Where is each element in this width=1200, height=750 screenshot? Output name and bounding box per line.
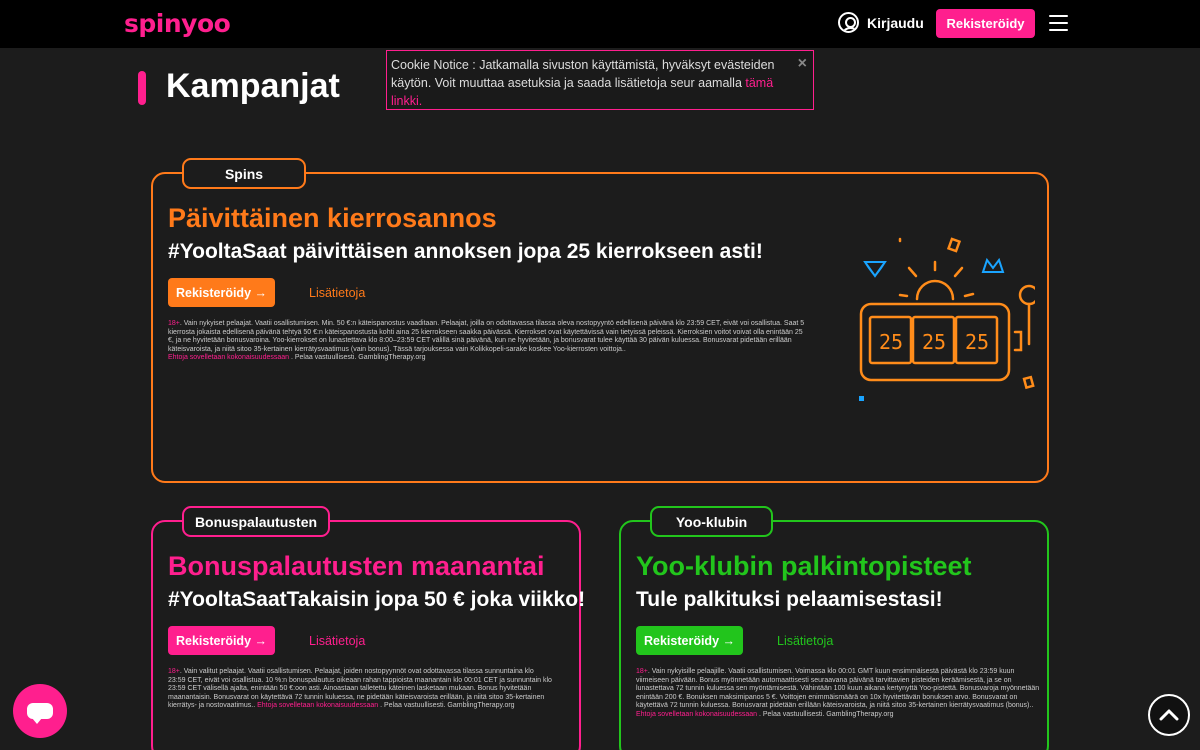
spinyoo-logo[interactable]: spinyoo: [124, 9, 231, 38]
user-icon: [838, 12, 859, 33]
promo-more-info-link[interactable]: Lisätietoja: [777, 634, 834, 648]
promo-tag-cashback: Bonuspalautusten: [182, 506, 330, 537]
register-button[interactable]: Rekisteröidy: [936, 9, 1035, 38]
slot-machine-illustration: [855, 232, 1035, 407]
promo-title: Yoo-klubin palkintopisteet: [636, 551, 972, 581]
title-accent-bar: [138, 71, 146, 105]
promo-terms: [636, 668, 1041, 720]
scroll-to-top-button[interactable]: [1148, 694, 1190, 736]
close-icon[interactable]: ×: [797, 55, 807, 72]
promo-card-cashback: [151, 513, 586, 750]
promo-title: Bonuspalautusten maanantai: [168, 551, 545, 581]
age-badge: 18+: [168, 320, 180, 327]
promo-tag-spins: Spins: [182, 158, 306, 189]
cookie-notice: [386, 50, 814, 110]
age-badge: 18+: [636, 668, 648, 675]
promo-register-button[interactable]: Rekisteröidy →: [636, 626, 743, 655]
promo-subtitle: #YooltaSaatTakaisin jopa 50 € joka viikko!: [168, 588, 586, 611]
login-label: Kirjaudu: [867, 14, 924, 31]
top-header: [0, 0, 1200, 48]
promo-more-info-link[interactable]: Lisätietoja: [309, 286, 366, 300]
terms-link[interactable]: Ehtoja sovelletaan kokonaisuudessaan: [168, 354, 290, 362]
reel-number: 25: [878, 330, 904, 354]
terms-link[interactable]: Ehtoja sovelletaan kokonaisuudessaan: [257, 702, 379, 710]
promo-subtitle: Tule palkituksi pelaamisestasi!: [636, 588, 943, 611]
promo-title: Päivittäinen kierrosannos: [168, 203, 497, 233]
reel-number: 25: [964, 330, 990, 354]
terms-text: . Vain nykyiset pelaajat. Vaatii osallistumisen. Min. 50 €:n käteispanostus vaaditaan. Pelaajat, joilla on odottavassa tilassa oleva nostopyyntö edellisenä päivänä klo 23:59 CET, eivät voi osallistua. Saat 5 kierrosta jokaista edellisenä päivänä tehtyä 50 €:n käteispanostusta kohti aina 25 kierrokseen saakka päivässä. Kierrokset ovat käytettävissä vain tietyissä peleissä. Kierroksien voitot voivat olla enintään 25 €, ja ne hyvitetään bonusvaroina. Yoo-kierrokset on lunastettava klo 8:00–23:59 CET välillä sinä päivänä, kun ne hyvitetään, ja bonusvarat tulee käyttää 30 päivän kuluessa. Bonusvarat pidetään erillään käteisvaroista, ja niitä sitoo 35-kertainen kierrätysvaatimus (vain bonus). Tässä tarjouksessa vain Kolikkopeli-sarake koskee Yoo-kierrosten voittoja..: [168, 320, 805, 353]
promo-card-spins: [151, 165, 1049, 483]
page-title: Kampanjat: [166, 67, 340, 105]
promo-register-button[interactable]: Rekisteröidy →: [168, 626, 275, 655]
promo-terms: [168, 320, 808, 363]
terms-text: . Vain nykyisille pelaajille. Vaatii osallistumisen. Voimassa klo 00:01 GMT kuun ensimmäisestä päivästä klo 23:59 kuun viimeiseen päivään. Bonus myönnetään automaattisesti seuraavana päivänä tarvittavien pisteiden keräämisestä, ja se on lunastettava 72 tunnin kuluessa sen myöntämisestä. Vähintään 100 kuun aikana kertynyttä Yoo-pistettä. Bonusvaroja myönnetään enintään 200 €. Bonuksen maksimipanos 5 €. Voittojen enimmäismäärä on 10x hyvitettävän bonuksen arvo. Bonusvarat on käytettävä 72 tunnin kuluessa. Bonusvarat pidetään erillään käteisvaroista, ja niitä sitoo 35-kertainen kierrätysvaatimus (bonus)..: [636, 668, 1040, 710]
promo-card-yoo-club: [619, 513, 1049, 750]
promo-terms: [168, 668, 553, 711]
terms-tail: . Pelaa vastuullisesti. GamblingTherapy.org: [757, 710, 894, 718]
chevron-up-icon: [1159, 708, 1179, 722]
promo-register-button[interactable]: Rekisteröidy →: [168, 278, 275, 307]
promo-more-info-link[interactable]: Lisätietoja: [309, 634, 366, 648]
chat-button[interactable]: [13, 684, 67, 738]
age-badge: 18+: [168, 668, 180, 675]
promo-tag-yoo-club: Yoo-klubin: [650, 506, 773, 537]
cookie-link[interactable]: tämä linkki.: [391, 76, 774, 108]
login-link[interactable]: [838, 12, 924, 33]
promo-subtitle: #YooltaSaat päivittäisen annoksen jopa 25 kierrokseen asti!: [168, 240, 763, 263]
terms-text: . Vain valitut pelaajat. Vaatii osallistumisen. Pelaajat, joiden nostopyynnöt ovat odottavassa tilassa sunnuntaina klo 23:59 CET, eivät voi osallistua. 10 %:n bonuspalautus oikeaan rahan tappioista maanantain klo 00:01 CET ja sunnuntain klo 23:59 CET välisellä ajalta, enintään 50 €:oon asti. Ainoastaan talletettu käteinen lasketaan mukaan. Bonus hyvitetään maanantaisin. Bonusvarat on käytettävä 72 tunnin kuluessa, ne pidetään käteisvaroista erillään, ja niitä sitoo 35-kertainen kierrätys- ja nostovaatimus..: [168, 668, 552, 710]
terms-link[interactable]: Ehtoja sovelletaan kokonaisuudessaan: [636, 710, 758, 718]
cookie-text: Cookie Notice : Jatkamalla sivuston käyttämistä, hyväksyt evästeiden käytön. Voit muuttaa asetuksia ja saada lisätietoja seur aamalla: [391, 58, 775, 90]
terms-tail: . Pelaa vastuullisesti. GamblingTherapy.org: [289, 354, 426, 362]
chat-bubble-icon: [27, 703, 53, 719]
reel-number: 25: [921, 330, 947, 354]
hamburger-menu-icon[interactable]: [1049, 15, 1068, 32]
terms-tail: . Pelaa vastuullisesti. GamblingTherapy.org: [378, 702, 515, 710]
